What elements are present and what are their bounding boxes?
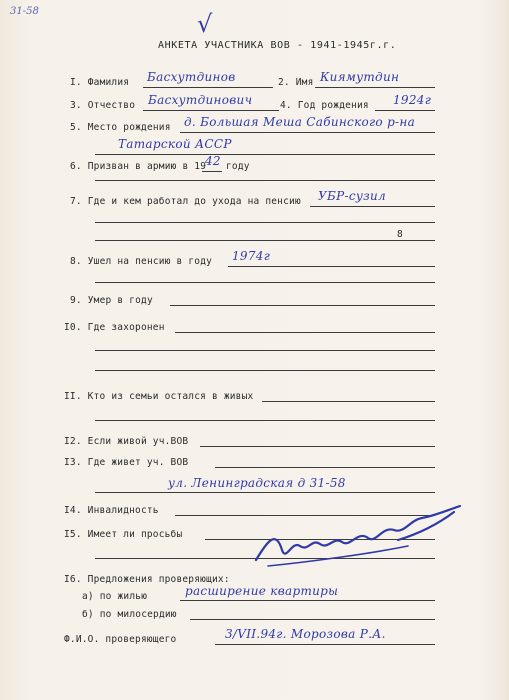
blank-line-8 xyxy=(95,282,435,283)
patronymic-line xyxy=(143,110,279,111)
charity-line xyxy=(190,619,435,620)
inspector-line xyxy=(215,644,435,645)
burial-line-2 xyxy=(95,350,435,351)
work-line-1 xyxy=(310,206,435,207)
proposals-label: I6. Предложения проверяющих: xyxy=(64,574,230,585)
residence-value: ул. Ленинградская д 31-58 xyxy=(168,476,346,490)
conscription-label: 6. Призван в армию в 19 xyxy=(70,161,207,172)
page-number: 8 xyxy=(397,229,403,240)
work-value: УБР-сузил xyxy=(318,189,386,203)
work-line-2 xyxy=(95,222,435,223)
document-title: АНКЕТА УЧАСТНИКА ВОВ - 1941-1945г.г. xyxy=(158,40,397,51)
retirement-label: 8. Ушел на пенсию в году xyxy=(70,256,213,267)
burial-label: I0. Где захоронен xyxy=(64,322,165,333)
residence-label: I3. Где живет уч. ВОВ xyxy=(64,457,189,468)
alive-label: I2. Если живой уч.ВОВ xyxy=(64,436,189,447)
retirement-value: 1974г xyxy=(232,249,271,263)
work-line-3 xyxy=(95,240,435,241)
birth-year-value: 1924г xyxy=(393,93,432,107)
first-name-label: 2. Имя xyxy=(278,77,314,88)
signature-image xyxy=(248,500,468,580)
residence-line-2 xyxy=(95,492,435,493)
disability-label: I4. Инвалидность xyxy=(64,505,159,516)
alive-line xyxy=(200,446,435,447)
burial-line-1 xyxy=(175,332,435,333)
family-line-2 xyxy=(95,420,435,421)
conscription-suffix: году xyxy=(226,161,250,172)
inspector-value: 3/VII.94г. Морозова Р.А. xyxy=(225,627,386,641)
conscription-line xyxy=(202,171,222,172)
surname-line xyxy=(143,87,273,88)
birthplace-label: 5. Место рождения xyxy=(70,122,171,133)
check-mark-icon: √ xyxy=(197,10,213,38)
residence-line-1 xyxy=(215,467,435,468)
patronymic-label: 3. Отчество xyxy=(70,100,136,111)
housing-label: а) по жилью xyxy=(82,591,148,602)
inspector-label: Ф.И.О. проверяющего xyxy=(64,634,177,645)
birthplace-value-2: Татарской АССР xyxy=(118,137,232,151)
housing-value: расширение квартиры xyxy=(185,584,339,598)
death-year-line xyxy=(170,305,435,306)
surname-label: I. Фамилия xyxy=(70,77,130,88)
patronymic-value: Басхутдинович xyxy=(148,93,253,107)
work-label: 7. Где и кем работал до ухода на пенсию xyxy=(70,196,301,207)
blank-line-6 xyxy=(95,180,435,181)
charity-label: б) по милосердию xyxy=(82,609,177,620)
death-year-label: 9. Умер в году xyxy=(70,295,153,306)
surname-value: Басхутдинов xyxy=(147,70,236,84)
first-name-value: Киямутдин xyxy=(320,70,400,84)
birthplace-line-1 xyxy=(180,132,435,133)
conscription-year: 42 xyxy=(205,154,221,168)
birth-year-label: 4. Год рождения xyxy=(280,100,369,111)
birthplace-line-2 xyxy=(95,154,435,155)
requests-label: I5. Имеет ли просьбы xyxy=(64,529,183,540)
housing-line xyxy=(180,600,435,601)
family-line-1 xyxy=(262,401,435,402)
corner-note: 31-58 xyxy=(10,6,39,17)
family-label: II. Кто из семьи остался в живых xyxy=(64,391,254,402)
birth-year-line xyxy=(375,110,435,111)
retirement-line xyxy=(228,266,435,267)
birthplace-value-1: д. Большая Меша Сабинского р-на xyxy=(184,115,416,129)
burial-line-3 xyxy=(95,370,435,371)
first-name-line xyxy=(315,87,435,88)
